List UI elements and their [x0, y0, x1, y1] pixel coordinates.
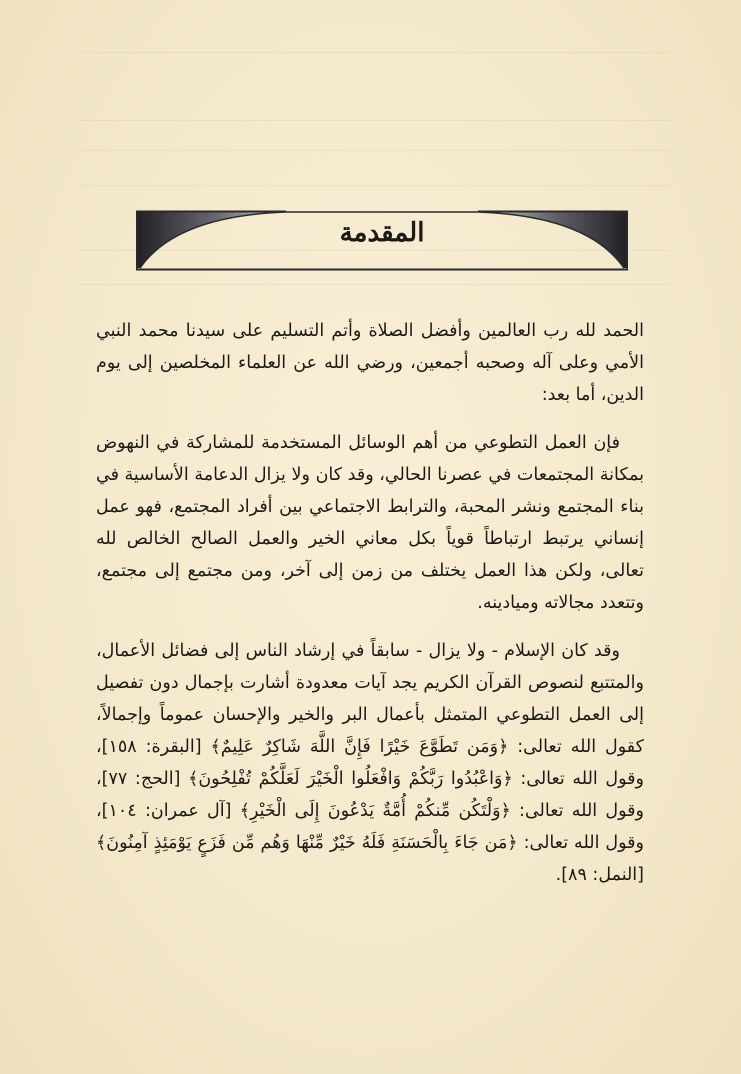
bleed-through-line [80, 185, 671, 186]
bleed-through-line [80, 120, 671, 121]
paragraph-islam-and-quran: وقد كان الإسلام - ولا يزال - سابقاً في إرشاد الناس إلى فضائل الأعمال، والمتتبع لنصوص القرآن الكريم يجد آيات معدودة أشارت بإجمال دون تفصيل إلى العمل التطوعي المتمثل بأعمال البر والخير والإحسان عموماً وإجمالاً، كقول الله تعالى: ﴿وَمَن تَطَوَّعَ خَيْرًا فَإِنَّ اللَّهَ شَاكِرٌ عَلِيمٌ﴾ [البقرة: ١٥٨]، وقول الله تعالى: ﴿وَاعْبُدُوا رَبَّكُمْ وَافْعَلُوا الْخَيْرَ لَعَلَّكُمْ تُفْلِحُونَ﴾ [الحج: ٧٧]، وقول الله تعالى: ﴿وَلْتَكُن مِّنكُمْ أُمَّةٌ يَدْعُونَ إِلَى الْخَيْرِ﴾ [آل عمران: ١٠٤]، وقول الله تعالى: ﴿مَن جَاءَ بِالْحَسَنَةِ فَلَهُ خَيْرٌ مِّنْهَا وَهُم مِّن فَزَعٍ يَوْمَئِذٍ آمِنُونَ﴾ [النمل: ٨٩]. [96, 641, 644, 885]
page-title: المقدمة [339, 218, 425, 248]
body-text [96, 315, 644, 907]
bleed-through-line [80, 284, 671, 285]
bleed-through-line [80, 150, 671, 151]
paragraph-opening: الحمد لله رب العالمين وأفضل الصلاة وأتم التسليم على سيدنا محمد النبي الأمي وعلى آله وصحبه أجمعين، ورضي الله عن العلماء المخلصين إلى يوم الدين، أما بعد: [96, 321, 644, 405]
paragraph-volunteer-work: فإن العمل التطوعي من أهم الوسائل المستخدمة للمشاركة في النهوض بمكانة المجتمعات في عصرنا الحالي، وقد كان ولا يزال الدعامة الأساسية في بناء المجتمع ونشر المحبة، والترابط الاجتماعي بين أفراد المجتمع، فهو عمل إنساني يرتبط ارتباطاً قوياً بكل معاني الخير والعمل الصالح الخالص لله تعالى، ولكن هذا العمل يختلف من زمن إلى آخر، ومن مجتمع إلى مجتمع، وتتعدد مجالاته وميادينه. [96, 433, 644, 613]
bleed-through-line [80, 52, 671, 53]
